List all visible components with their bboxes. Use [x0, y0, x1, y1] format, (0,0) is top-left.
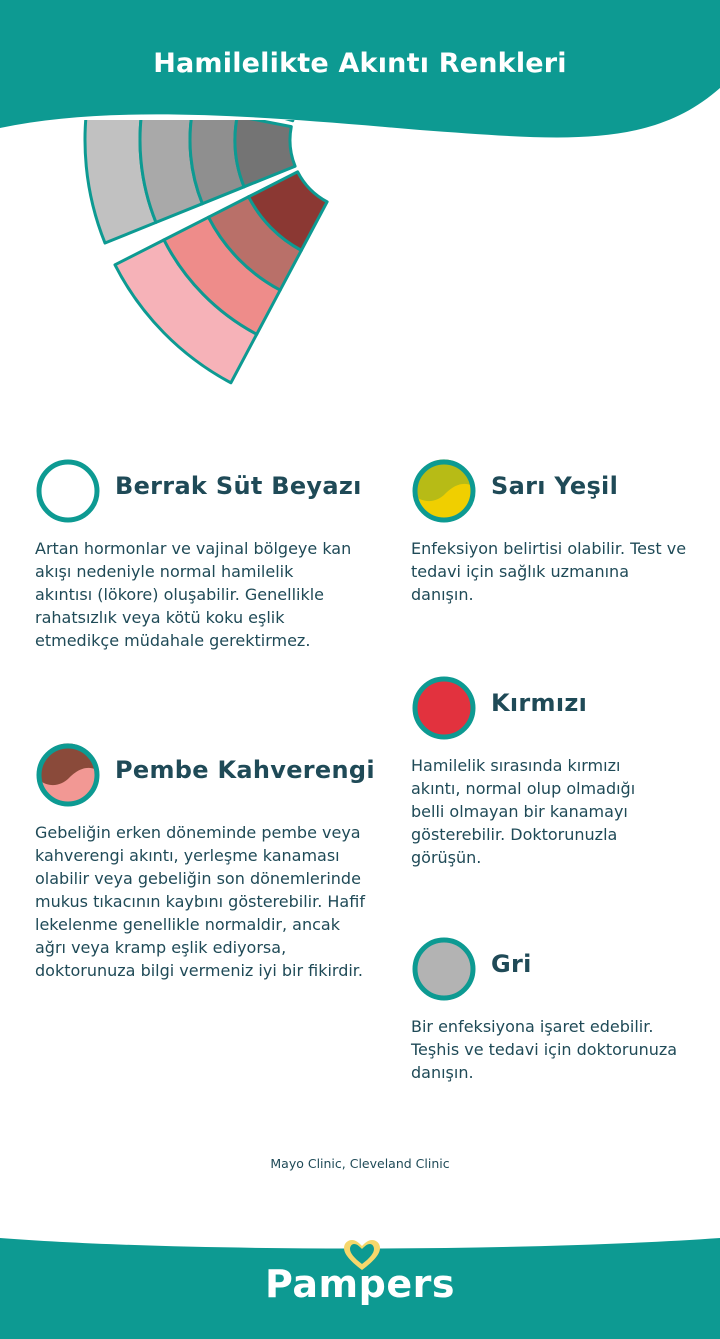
item-pink-brown — [35, 742, 395, 1012]
item-clear — [35, 458, 375, 658]
item-gray — [411, 936, 711, 1096]
red-swatch-icon — [411, 675, 477, 741]
item-gray-description: Bir enfeksiyona işaret edebilir. Teşhis ve tedavi için doktorunuza danışın. — [411, 1017, 678, 1082]
footer-banner — [0, 1200, 720, 1339]
pampers-logo: Pampers — [265, 1262, 455, 1306]
page-title: Hamilelikte Akıntı Renkleri — [153, 48, 567, 79]
item-gray-title: Gri — [491, 950, 532, 978]
item-red-title: Kırmızı — [491, 689, 588, 717]
clear-color-swatch-icon — [35, 458, 101, 524]
item-clear-title: Berrak Süt Beyazı — [115, 472, 362, 500]
item-clear-description: Artan hormonlar ve vajinal bölgeye kan akışı nedeniyle normal hamilelik akıntısı (lökore) oluşabilir. Genellikle rahatsızlık veya kötü koku eşlik etmedikçe müdahale gerektirmez. — [35, 539, 352, 650]
item-pink-brown-description: Gebeliğin erken döneminde pembe veya kahverengi akıntı, yerleşme kanaması olabilir veya gebeliğin son dönemlerinde mukus tıkacının kaybını gösterebilir. Hafif lekelenme genellikle normaldir, ancak ağrı veya kramp eşlik ediyorsa, doktorunuza bilgi vermeniz iyi bir fikirdir. — [35, 823, 365, 980]
item-yellow-green — [411, 458, 711, 618]
item-red — [411, 675, 711, 875]
yellow-green-swatch-icon — [411, 458, 477, 524]
item-red-description: Hamilelik sırasında kırmızı akıntı, normal olup olmadığı belli olmayan bir kanamayı gösterebilir. Doktorunuzla görüşün. — [411, 756, 636, 867]
gray-swatch-icon — [411, 936, 477, 1002]
pink-brown-swatch-icon — [35, 742, 101, 808]
item-yellow-green-title: Sarı Yeşil — [491, 472, 619, 500]
source-citation: Mayo Clinic, Cleveland Clinic — [270, 1156, 450, 1171]
color-wheel — [0, 120, 720, 420]
item-pink-brown-title: Pembe Kahverengi — [115, 756, 375, 784]
item-yellow-green-description: Enfeksiyon belirtisi olabilir. Test ve tedavi için sağlık uzmanına danışın. — [411, 539, 687, 604]
